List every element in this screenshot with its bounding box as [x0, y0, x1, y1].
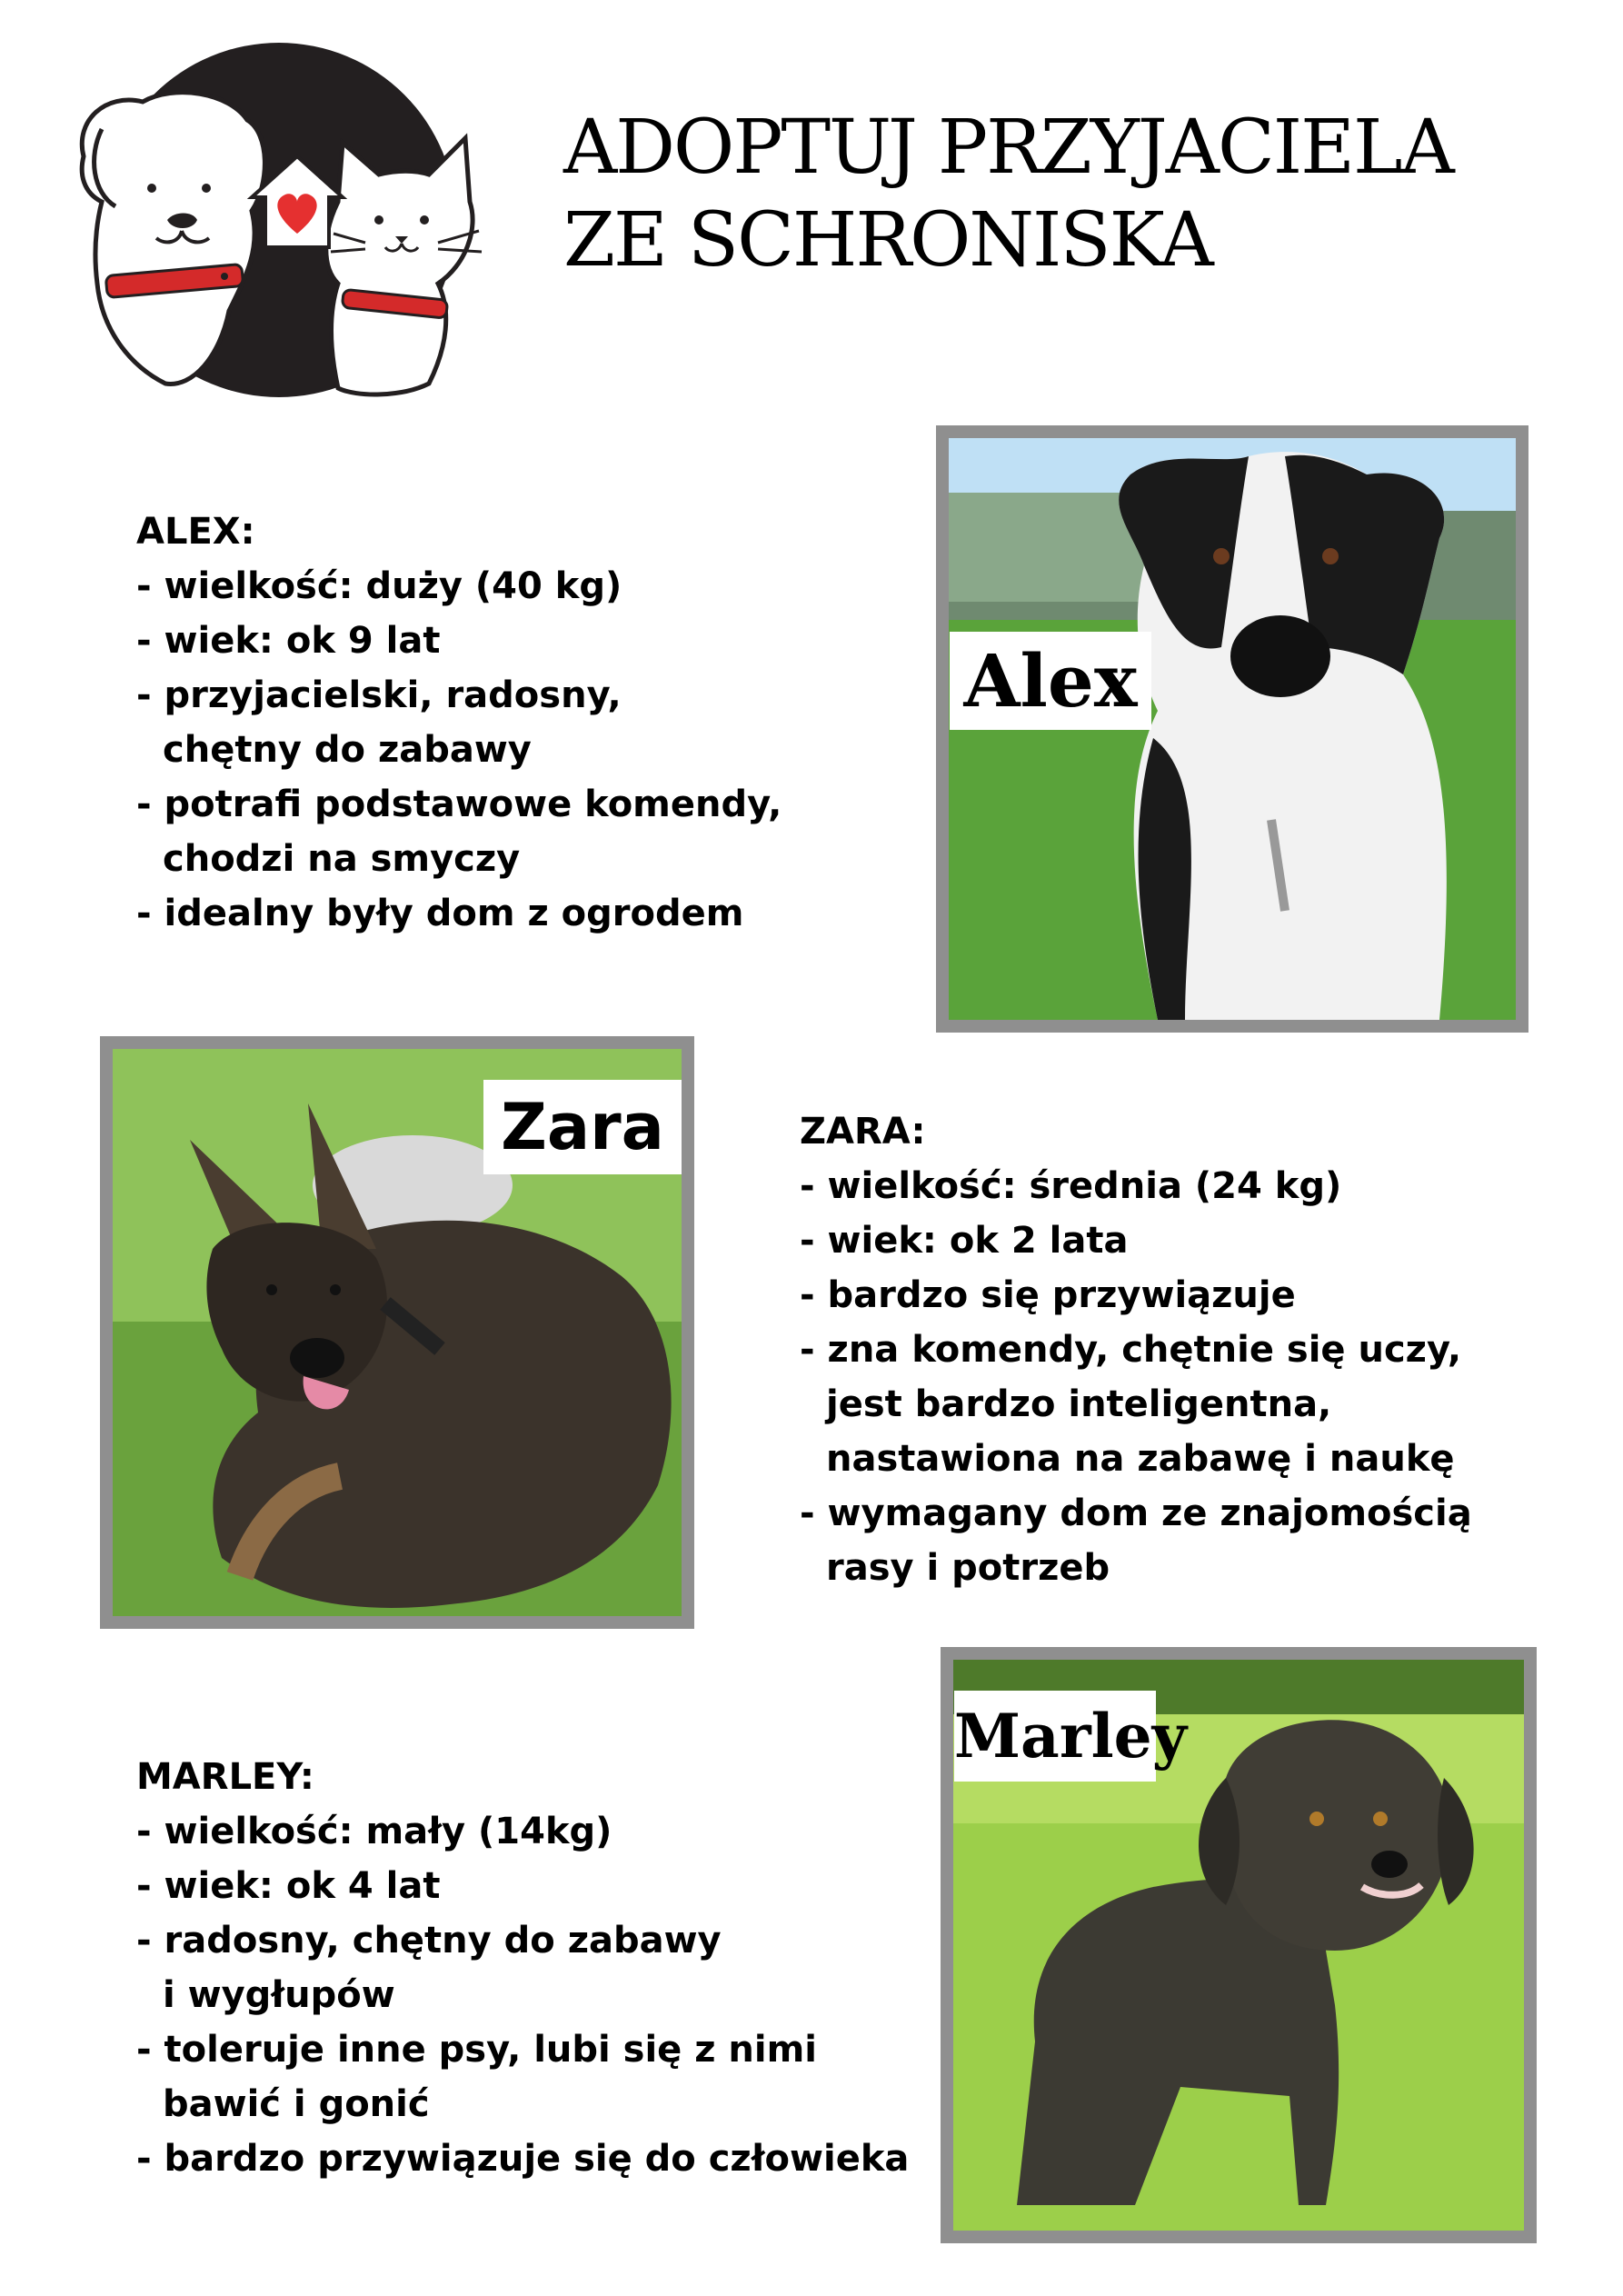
- title-line-1: ADOPTUJ PRZYJACIELA: [563, 105, 1453, 191]
- marley-trait-size: - wielkość: mały (14kg): [136, 1804, 909, 1859]
- alex-trait-commands: - potrafi podstawowe komendy, chodzi na smyczy: [136, 777, 782, 886]
- alex-heading: ALEX:: [136, 511, 255, 553]
- marley-trait-other-dogs: - toleruje inne psy, lubi się z nimi bawić i gonić: [136, 2022, 909, 2131]
- marley-trait-age: - wiek: ok 4 lat: [136, 1859, 909, 1913]
- zara-trait-age: - wiek: ok 2 lata: [800, 1213, 1472, 1268]
- zara-info: [800, 1104, 1472, 1595]
- marley-trait-attachment: - bardzo przywiązuje się do człowieka: [136, 2131, 909, 2186]
- alex-trait-home: - idealny były dom z ogrodem: [136, 886, 782, 941]
- alex-traits: [136, 559, 782, 941]
- alex-trait-size: - wielkość: duży (40 kg): [136, 559, 782, 614]
- cat-icon: [326, 138, 473, 394]
- alex-trait-age: - wiek: ok 9 lat: [136, 614, 782, 668]
- alex-name-label: Alex: [950, 632, 1151, 730]
- zara-traits: [800, 1159, 1472, 1595]
- zara-heading: ZARA:: [800, 1111, 926, 1153]
- marley-heading: MARLEY:: [136, 1756, 314, 1798]
- zara-trait-size: - wielkość: średnia (24 kg): [800, 1159, 1472, 1213]
- alex-trait-temperament: - przyjacielski, radosny, chętny do zabawy: [136, 668, 782, 777]
- zara-trait-home: - wymagany dom ze znajomością rasy i potrzeb: [800, 1486, 1472, 1595]
- marley-trait-temperament: - radosny, chętny do zabawy i wygłupów: [136, 1913, 909, 2022]
- shelter-logo: [65, 38, 493, 402]
- marley-info: [136, 1750, 909, 2186]
- zara-trait-commands: - zna komendy, chętnie się uczy, jest bardzo inteligentna, nastawiona na zabawę i naukę: [800, 1323, 1472, 1486]
- marley-name-label: Marley: [954, 1691, 1156, 1782]
- marley-traits: [136, 1804, 909, 2186]
- alex-info: [136, 504, 782, 941]
- zara-name-label: Zara: [483, 1080, 682, 1174]
- title-line-2: ZE SCHRONISKA: [563, 197, 1212, 284]
- zara-trait-attachment: - bardzo się przywiązuje: [800, 1268, 1472, 1323]
- page-title: [563, 102, 1453, 287]
